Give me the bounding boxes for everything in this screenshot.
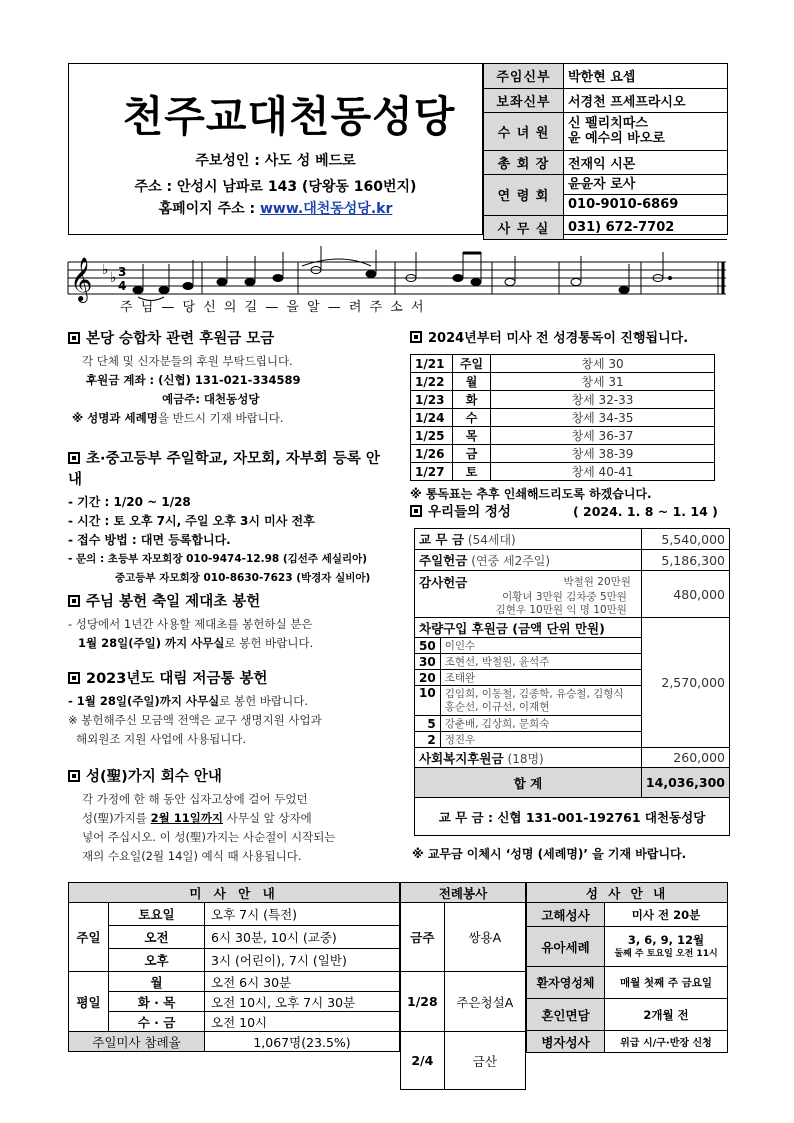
staff-name: 031) 672-7702 — [564, 215, 728, 239]
table-row: 감사헌금 박철원 20만원 이황녀 3만원 김차중 5만원 김현우 10만원 익 명 10만원 480,000 — [415, 571, 730, 618]
parish-name: 천주교대천동성당 — [122, 92, 456, 141]
school-item: - 시간 : 토 오후 7시, 주일 오후 3시 미사 전후 — [68, 514, 315, 528]
staff-role: 보좌신부 — [484, 88, 564, 112]
treble-clef-icon: 𝄞 — [70, 257, 93, 301]
table-row: 환자영성체 매월 첫째 주 금요일 — [527, 967, 728, 999]
palm-section — [68, 765, 398, 866]
offering-title: 우리들의 정성 ( 2024. 1. 8 ~ 1. 14 ) — [410, 500, 740, 520]
staff-name: 윤윤자 로사 010-9010-6869 — [564, 174, 728, 215]
parish-address: 주소 : 안성시 남파로 143 (당왕동 160번지) — [134, 179, 417, 195]
table-row: 교 무 금 (54세대) 5,540,000 — [415, 529, 730, 550]
school-item: - 기간 : 1/20 ~ 1/28 — [68, 495, 191, 509]
offering-table — [414, 528, 730, 836]
svg-text:4: 4 — [118, 279, 127, 293]
mass-guide-table — [68, 882, 400, 1052]
candle-line: - 성당에서 1년간 사용할 제대초를 봉헌하실 분은 — [68, 617, 313, 631]
svg-text:♭: ♭ — [102, 262, 109, 278]
school-section — [68, 447, 388, 588]
square-bullet-icon — [68, 452, 80, 464]
bulletin-header — [68, 63, 728, 235]
homepage-label: 홈페이지 주소 : — [158, 201, 260, 217]
table-row: 주일미사 참례율 1,067명(23.5%) — [69, 1032, 400, 1052]
homepage-line — [69, 198, 482, 218]
svg-text:♭: ♭ — [110, 270, 117, 286]
support-section — [68, 327, 388, 428]
table-row — [527, 883, 728, 903]
square-bullet-icon — [68, 332, 80, 344]
table-row: 교 무 금 : 신협 131-001-192761 대천동성당 — [415, 798, 730, 836]
staff-name: 서경천 프세프라시오 — [564, 88, 728, 112]
table-row: 오후 3시 (어린이), 7시 (일반) — [69, 949, 400, 972]
table-row: 5 강춘배, 김상희, 문희숙 — [415, 716, 730, 732]
table-row: 주일 토요일 오후 7시 (특전) — [69, 903, 400, 926]
table-row: 1/22 월 창세 31 — [411, 373, 715, 391]
table-row: 20 조태완 — [415, 670, 730, 686]
table-row — [69, 883, 400, 903]
savings-line: - 1월 28일(주일)까지 사무실로 봉헌 바랍니다. — [68, 694, 309, 708]
table-row: 주일헌금 (연중 세2주일) 5,186,300 — [415, 550, 730, 571]
support-account: 후원금 계좌 : (신협) 131-021-334589 — [86, 373, 301, 387]
hymn-lyrics: 주 님 — 당 신 의 길 — 을 알 — 려 주 소 서 — [120, 300, 426, 315]
support-holder: 예금주: 대천동성당 — [162, 392, 260, 406]
table-row: 2 정진우 — [415, 732, 730, 748]
school-title: 초·중고등부 주일학교, 자모회, 자부회 등록 안내 — [68, 451, 380, 488]
palm-line: 재의 수요일(2월 14일) 예식 때 사용됩니다. — [82, 849, 302, 863]
palm-line: 성(聖)가지를 2월 11일까지 사무실 앞 상자에 — [82, 811, 312, 825]
support-title: 본당 승합차 관련 후원금 모금 — [68, 327, 388, 348]
sacrament-table — [526, 882, 728, 1053]
staff-role: 수 녀 원 — [484, 112, 564, 150]
table-row: 1/27 토 창세 40-41 — [411, 463, 715, 481]
table-row: 오전 6시 30분, 10시 (교중) — [69, 926, 400, 949]
table-row: 수 · 금 오전 10시 — [69, 1012, 400, 1032]
table-row: 혼인면담 2개월 전 — [527, 999, 728, 1031]
table-row: 금주 쌍용A — [401, 903, 526, 972]
patron-saint: 주보성인 : 사도 성 베드로 — [195, 153, 356, 169]
mass-guide-title: 미 사 안 내 — [69, 883, 400, 903]
sunday-label: 주일 — [69, 903, 109, 972]
savings-line: 해외원조 지원 사업에 사용됩니다. — [76, 732, 247, 746]
savings-section — [68, 667, 388, 749]
staff-role: 사 무 실 — [484, 215, 564, 239]
table-row: 유아세례 3, 6, 9, 12월 둘째 주 토요일 오전 11시 — [527, 927, 728, 967]
support-note: ※ 성명과 세례명을 반드시 기재 바랍니다. — [72, 411, 284, 425]
table-row: 차량구입 후원금 (금액 단위 만원) 2,570,000 — [415, 618, 730, 638]
support-line: 각 단체 및 신자분들의 후원 부탁드립니다. — [82, 354, 293, 368]
svg-text:3: 3 — [118, 265, 127, 279]
savings-line: ※ 봉헌해주신 모금액 전액은 교구 생명지원 사업과 — [68, 713, 322, 727]
homepage-link[interactable]: www.대천동성당.kr — [259, 201, 393, 217]
liturgy-table — [400, 882, 526, 1090]
savings-title: 2023년도 대림 저금통 봉헌 — [68, 667, 388, 688]
table-row: 30 조현선, 박철원, 윤석주 — [415, 654, 730, 670]
candle-title: 주님 봉헌 축일 제대초 봉헌 — [68, 590, 388, 611]
table-row: 고해성사 미사 전 20분 — [527, 903, 728, 927]
liturgy-title: 전례봉사 — [401, 883, 526, 903]
palm-line: 넣어 주십시오. 이 성(聖)가지는 사순절이 시작되는 — [82, 830, 336, 844]
school-item: - 문의 : 초등부 자모회장 010-9474-12.98 (김선주 세실리아) — [68, 553, 368, 565]
table-row: 1/25 목 창세 36-37 — [411, 427, 715, 445]
table-row: 병자성사 위급 시/구·반장 신청 — [527, 1031, 728, 1053]
palm-line: 각 가정에 한 해 동안 십자고상에 걸어 두었던 — [82, 792, 308, 806]
offering-note: ※ 교무금 이체시 ‘성명 (세례명)’ 을 기재 바랍니다. — [412, 847, 687, 861]
staff-name: 박한현 요셉 — [564, 64, 728, 88]
staff-role: 연 령 회 — [484, 174, 564, 215]
square-bullet-icon — [68, 770, 80, 782]
square-bullet-icon — [68, 595, 80, 607]
table-row: 합 계 14,036,300 — [415, 768, 730, 798]
offering-period: ( 2024. 1. 8 ~ 1. 14 ) — [572, 504, 718, 519]
bible-table — [410, 354, 715, 481]
table-row: 화 · 목 오전 10시, 오후 7시 30분 — [69, 992, 400, 1012]
table-row: 1/24 수 창세 34-35 — [411, 409, 715, 427]
school-item: - 접수 방법 : 대면 등록합니다. — [68, 533, 231, 547]
bible-section — [410, 327, 740, 502]
palm-title: 성(聖)가지 회수 안내 — [68, 765, 398, 786]
candle-line: 1월 28일(주일) 까지 사무실로 봉헌 바랍니다. — [78, 636, 314, 650]
weekday-label: 평일 — [69, 972, 109, 1032]
table-row: 1/28 주은청설A — [401, 972, 526, 1032]
table-row: 사회복지후원금 (18명) 260,000 — [415, 748, 730, 768]
staff-role: 총 회 장 — [484, 150, 564, 174]
school-item: 중고등부 자모회장 010-8630-7623 (박경자 실비아) — [115, 572, 371, 584]
sacrament-title: 성 사 안 내 — [527, 883, 728, 903]
table-row: 1/23 화 창세 32-33 — [411, 391, 715, 409]
table-row: 1/26 금 창세 38-39 — [411, 445, 715, 463]
staff-role: 주임신부 — [484, 64, 564, 88]
candle-section — [68, 590, 388, 653]
table-row: 2/4 금산 — [401, 1032, 526, 1090]
staff-name: 신 펠리치따스 윤 예수의 바오로 — [564, 112, 728, 150]
square-bullet-icon — [410, 505, 422, 517]
bible-title: 2024년부터 미사 전 성경통독이 진행됩니다. — [410, 327, 740, 346]
square-bullet-icon — [68, 672, 80, 684]
staff-table — [483, 64, 727, 240]
table-row: 10 김임희, 이동철, 김종학, 유승철, 김형식 홍순선, 이규선, 이재현 — [415, 686, 730, 716]
offering-section — [410, 500, 740, 520]
table-row: 1/21 주일 창세 30 — [411, 355, 715, 373]
table-row: 평일 월 오전 6시 30분 — [69, 972, 400, 992]
table-row — [401, 883, 526, 903]
bible-note: ※ 통독표는 추후 인쇄해드리도록 하겠습니다. — [410, 487, 652, 501]
square-bullet-icon — [410, 331, 422, 343]
table-row: 50 이인수 — [415, 638, 730, 654]
staff-name: 전재익 시몬 — [564, 150, 728, 174]
